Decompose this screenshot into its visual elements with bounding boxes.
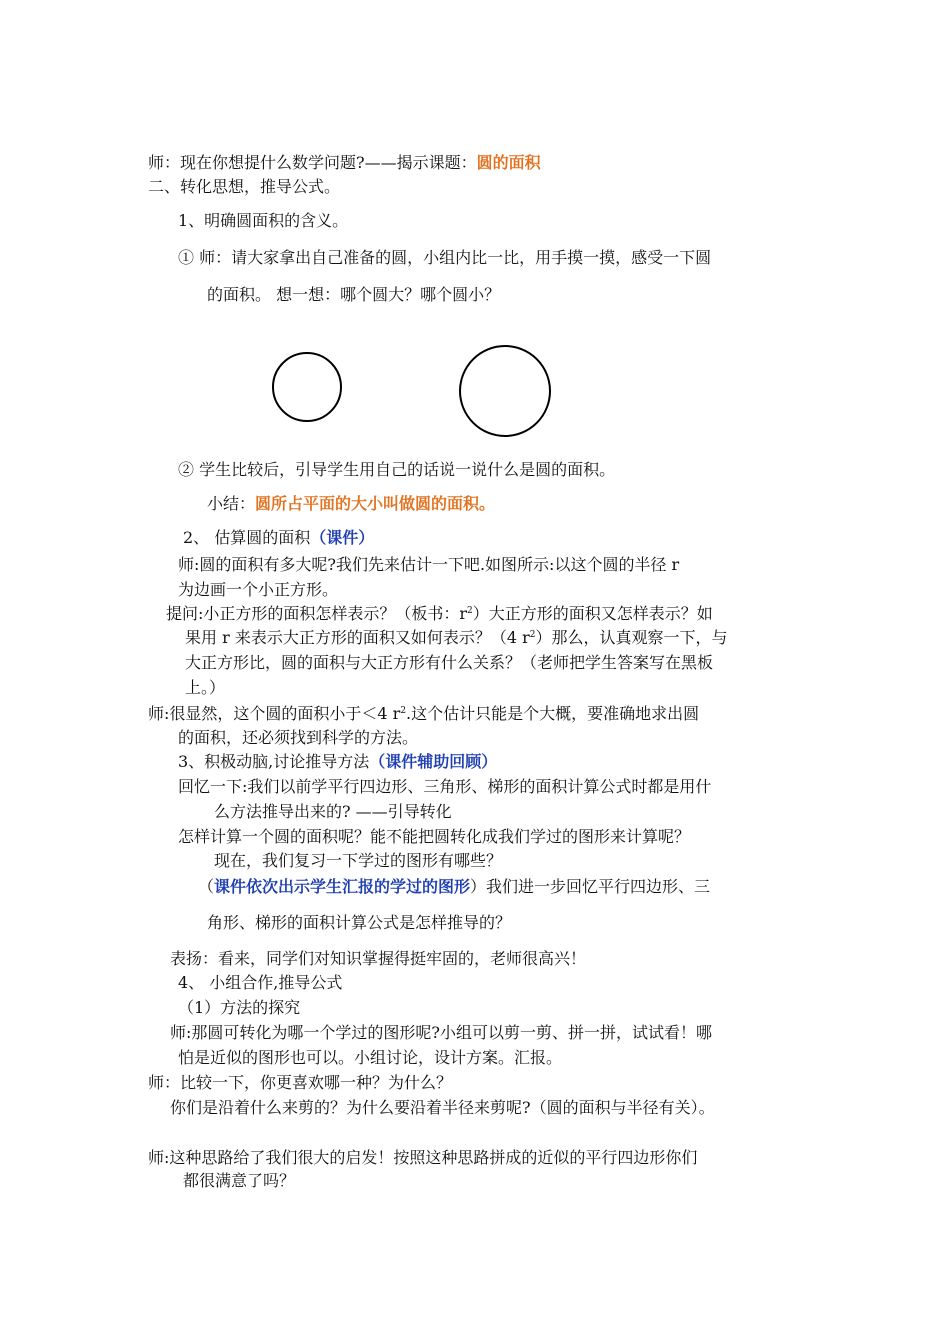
sub-heading: （1）方法的探究 — [178, 998, 301, 1017]
step-1-heading: 1、明确圆面积的含义。 — [178, 211, 349, 230]
para-line: 师:圆的面积有多大呢?我们先来估计一下吧.如图所示:以这个圆的半径 r — [178, 555, 680, 574]
item-1-line-1: ① 师：请大家拿出自己准备的圆，小组内比一比，用手摸一摸，感受一下圆 — [178, 248, 712, 267]
courseware-note: 课件依次出示学生汇报的学过的图形 — [214, 877, 471, 896]
summary-definition: 圆所占平面的大小叫做圆的面积。 — [255, 494, 496, 513]
para-line: 角形、梯形的面积计算公式是怎样推导的？ — [207, 913, 512, 932]
para-line: 为边画一个小正方形。 — [178, 580, 339, 599]
para-line: 现在，我们复习一下学过的图形有哪些？ — [214, 851, 503, 870]
para-line: 师:这种思路给了我们很大的启发！按照这种思路拼成的近似的平行四边形你们 — [148, 1148, 698, 1167]
summary-line — [207, 494, 495, 514]
courseware-tag: （课件） — [310, 528, 375, 547]
text: 师：现在你想提什么数学问题?——揭示课题： — [148, 153, 477, 172]
para-line: 怕是近似的图形也可以。小组讨论，设计方案。汇报。 — [178, 1048, 563, 1067]
para-line: 你们是沿着什么来剪的？为什么要沿着半径来剪呢?（圆的面积与半径有关）。 — [170, 1098, 715, 1117]
line-ask-question — [148, 153, 541, 173]
para-line: 提问:小正方形的面积怎样表示？（板书：$r^2$）大正方形的面积又怎样表示？如 — [166, 604, 713, 623]
para-line: 回忆一下:我们以前学平行四边形、三角形、梯形的面积计算公式时都是用什 — [178, 777, 712, 796]
section-heading-2: 二、转化思想，推导公式。 — [148, 177, 341, 196]
item-1-line-2: 的面积。 想一想：哪个圆大？哪个圆小？ — [207, 285, 501, 304]
large-circle-figure — [459, 345, 551, 437]
lesson-topic: 圆的面积 — [476, 153, 541, 172]
praise-line: 表扬：看来，同学们对知识掌握得挺牢固的，老师很高兴！ — [170, 949, 587, 968]
para-line: 的面积，还必须找到科学的方法。 — [178, 728, 419, 747]
para-line: 师：比较一下，你更喜欢哪一种？为什么？ — [148, 1073, 453, 1092]
para-line: （课件依次出示学生汇报的学过的图形）我们进一步回忆平行四边形、三 — [198, 877, 711, 896]
para-line: 怎样计算一个圆的面积呢？能不能把圆转化成我们学过的图形来计算呢？ — [178, 827, 691, 846]
para-line: 师:很显然，这个圆的面积小于＜4 $r^2$.这个估计只能是个大概，要准确地求出圆 — [148, 704, 700, 723]
courseware-tag: （课件辅助回顾） — [369, 752, 498, 771]
para-line: 师:那圆可转化为哪一个学过的图形呢?小组可以剪一剪、拼一拼，试试看！哪 — [170, 1023, 712, 1042]
para-line: 果用 r 来表示大正方形的面积又如何表示？（4 $r^2$）那么，认真观察一下，与 — [185, 628, 728, 647]
small-circle-figure — [272, 352, 342, 422]
summary-label: 小结： — [207, 494, 256, 513]
para-line: 大正方形比，圆的面积与大正方形有什么关系？（老师把学生答案写在黑板 — [185, 653, 714, 672]
item-2-line: ② 学生比较后，引导学生用自己的话说一说什么是圆的面积。 — [178, 460, 616, 479]
step-3-heading: 3、积极动脑,讨论推导方法（课件辅助回顾） — [178, 752, 498, 771]
para-line: 上。） — [185, 678, 226, 697]
step-4-heading: 4、 小组合作,推导公式 — [178, 973, 343, 992]
step-2-heading — [183, 528, 374, 548]
text: 2、 估算圆的面积 — [183, 528, 311, 547]
para-line: 么方法推导出来的? ——引导转化 — [214, 802, 452, 821]
para-line: 都很满意了吗？ — [183, 1171, 296, 1190]
